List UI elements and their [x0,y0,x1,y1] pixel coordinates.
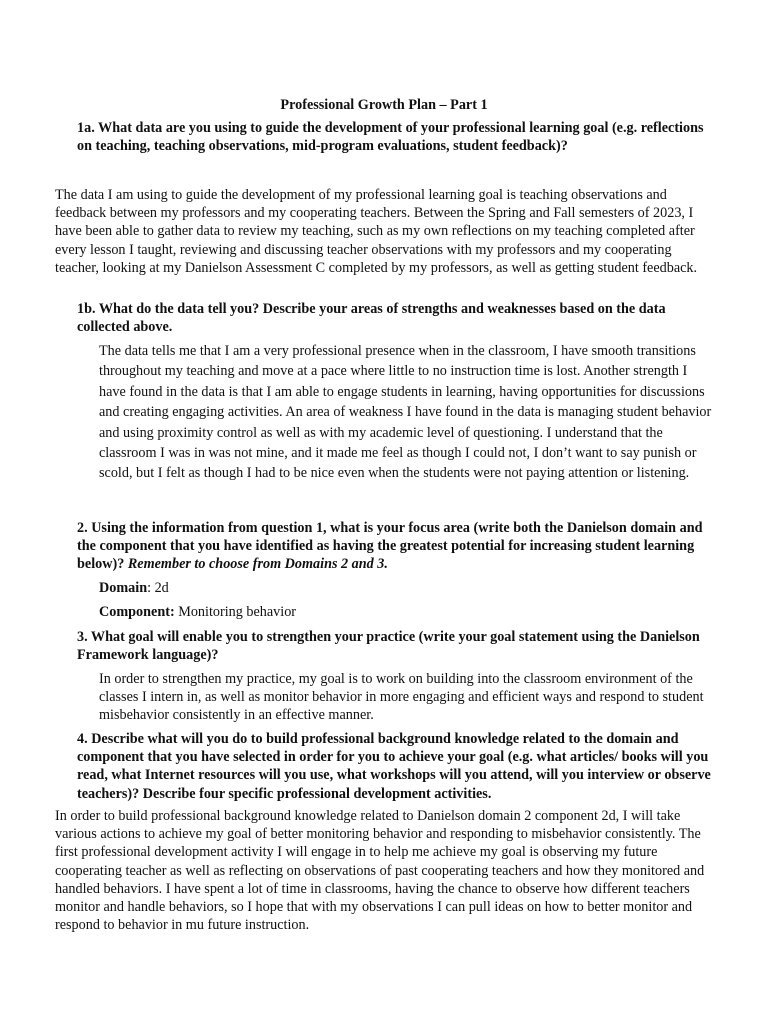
domain-line [99,579,717,597]
question-2 [77,519,717,574]
question-2-text: 2. Using the information from question 1, what is your focus area (write both the Danielson domain and the component that you have identified as having the greatest potential for increasing student learning below)? [77,520,703,573]
question-3: 3. What goal will enable you to strengthen your practice (write your goal statement using the Danielson Framework language)? [77,629,700,664]
question-2-note: Remember to choose from Domains 2 and 3. [127,556,388,573]
answer-1a: The data I am using to guide the development of my professional learning goal is teaching observations and feedback between my professors and my cooperating teachers. Between the Spring and Fall semesters of 2023, I have been able to gather data to review my teaching, such as my own reflections on my teaching completed after every lesson I taught, reviewing and discussing teacher observations with my professors and my cooperating teacher, looking at my Danielson Assessment C completed by my professors, as well as getting student feedback. [55,187,698,276]
component-value: Monitoring behavior [174,604,297,620]
question-4: 4. Describe what will you do to build professional background knowledge related to the domain and component that you have selected in order for you to achieve your goal (e.g. what articles/ books will you read, what Internet resources will you use, what workshops will you attend, will you interview or observe teachers)? Describe four specific professional development activities. [77,731,711,802]
question-1a: 1a. What data are you using to guide the development of your professional learning goal (e.g. reflections on teaching, teaching observations, mid-program evaluations, student feedback)? [77,120,704,155]
answer-1b: The data tells me that I am a very professional presence when in the classroom, I have smooth transitions throughout my teaching and move at a pace where little to no instruction time is lost. Another strength I have found in the data is that I am able to engage students in learning, having opportunities for discussions and creating engaging activities. An area of weakness I have found in the data is managing student behavior and using proximity control as well as with my academic level of questioning. I understand that the classroom I was in was not mine, and it made me feel as though I could not, I don’t want to say punish or scold, but I felt as though I had to be nice even when the students were not paying attention or listening. [99,343,712,482]
answer-4: In order to build professional background knowledge related to Danielson domain 2 component 2d, I will take various actions to achieve my goal of better monitoring behavior and responding to misbehavior consistently. The first professional development activity I will engage in to help me achieve my goal is observing my future cooperating teacher as well as reflecting on observations of past cooperating teachers and how they monitored and handled behaviors. I have spent a lot of time in classrooms, having the chance to observe how different teachers monitor and handle behaviors, so I hope that with my observations I can pull ideas on how to better monitor and respond to behavior in mu future instruction. [55,808,705,934]
domain-value: : 2d [147,580,169,596]
answer-3: In order to strengthen my practice, my goal is to work on building into the classroom environment of the classes I intern in, as well as monitor behavior in more engaging and efficient ways and respond to student misbehavior consistently in an effective manner. [99,671,704,724]
question-1b: 1b. What do the data tell you? Describe your areas of strengths and weaknesses based on the data collected above. [77,301,666,336]
document-title: Professional Growth Plan – Part 1 [280,97,488,113]
component-line [99,603,717,621]
component-label: Component: [99,604,175,620]
domain-label: Domain [99,580,148,596]
